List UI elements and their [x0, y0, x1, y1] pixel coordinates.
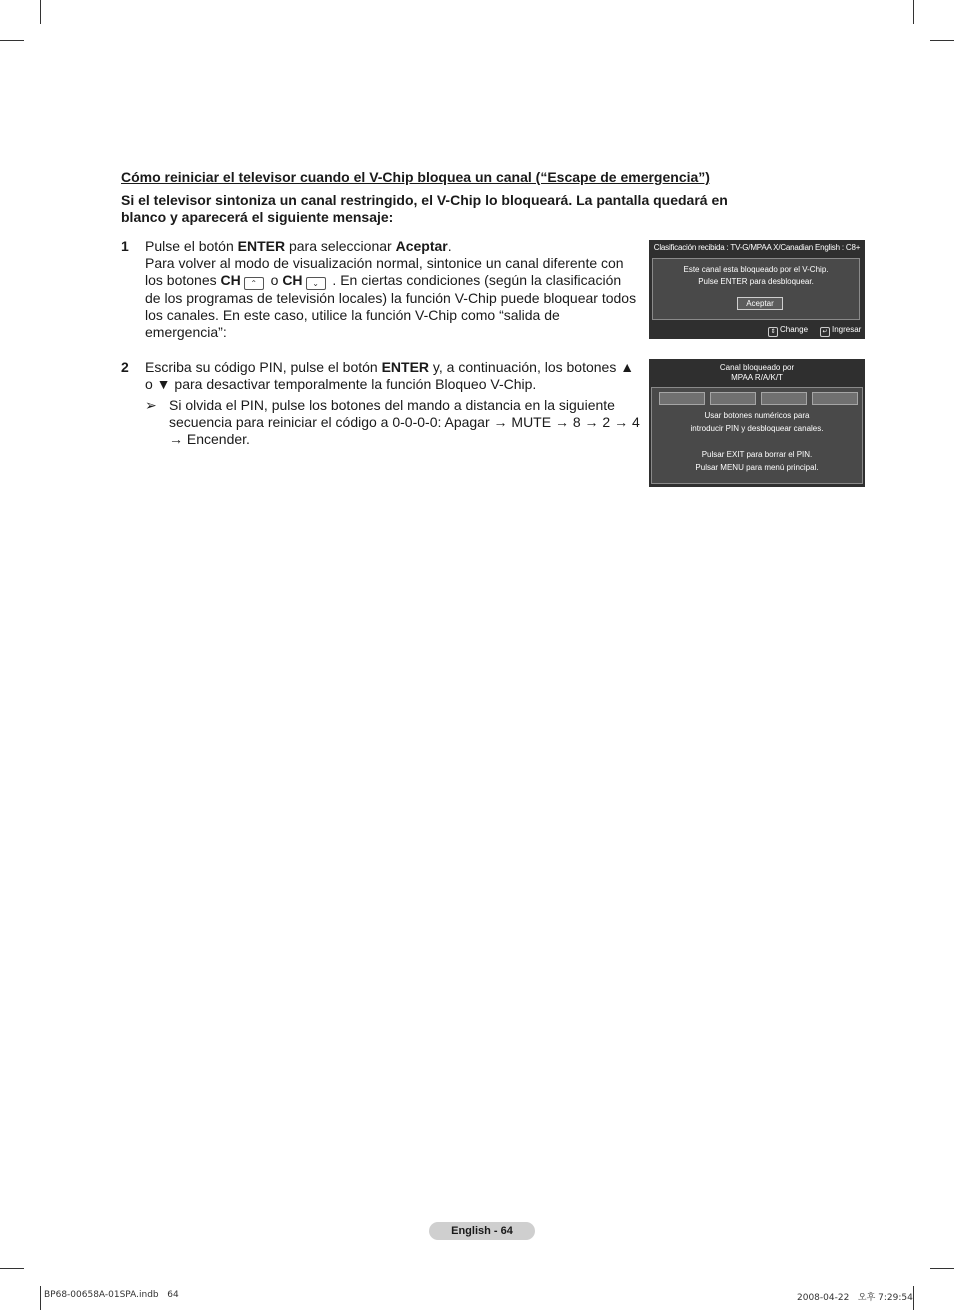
step-number-1: 1 [121, 238, 129, 254]
step-number-2: 2 [121, 359, 129, 375]
crop-mark [0, 1268, 24, 1269]
step-2-text: Escriba su código PIN, pulse el botón ENTER y, a continuación, los botones ▲ o ▼ para desactivar temporalmente la función Bloqueo V-Chip. [145, 359, 635, 392]
footer-timestamp: 2008-04-22 오후 7:29:54 [797, 1293, 913, 1303]
blocked-by-title: Canal bloqueado por MPAA R/A/K/T [719, 363, 795, 382]
ch-up-icon: ⌃ [244, 277, 264, 290]
crop-mark [40, 1286, 41, 1310]
footer-file-name: BP68-00658A-01SPA.indb 64 [44, 1290, 179, 1300]
unlock-instruction: Pulse ENTER para desbloquear. [698, 277, 814, 286]
crop-mark [913, 1286, 914, 1310]
pin-digit-field[interactable] [812, 392, 858, 405]
crop-mark [913, 0, 914, 24]
blocked-message: Este canal esta bloqueado por el V-Chip. [683, 265, 829, 274]
rating-received-text: Clasificación recibida : TV-G/MPAA X/Canadian English : C8+ [653, 243, 861, 252]
pin-instruction: Usar botones numéricos para [704, 411, 810, 420]
pin-digit-field[interactable] [710, 392, 756, 405]
ch-down-icon: ⌄ [306, 277, 326, 290]
section-heading: Cómo reiniciar el televisor cuando el V-Chip bloquea un canal (“Escape de emergencia”) [121, 169, 710, 185]
step-1-text: Pulse el botón ENTER para seleccionar Aceptar. Para volver al modo de visualización normal, sintonice un canal diferente con los botones CH ⌃ o CH ⌄ . En ciertas condiciones (según la clasificación de los programas de televisión locales) la función V-Chip puede bloquear todos los canales. En este caso, utilice la función V-Chip como “salida de emergencia”: [145, 238, 637, 340]
message-box [652, 258, 860, 320]
crop-mark [40, 0, 41, 24]
pin-digit-field[interactable] [659, 392, 705, 405]
accept-button[interactable]: Aceptar [737, 297, 783, 310]
pin-box [651, 387, 863, 484]
page-number-badge: English - 64 [429, 1222, 535, 1240]
crop-mark [930, 1268, 954, 1269]
pin-digit-field[interactable] [761, 392, 807, 405]
exit-instruction: Pulsar EXIT para borrar el PIN. [701, 450, 813, 459]
menu-instruction: Pulsar MENU para menú principal. [695, 463, 819, 472]
crop-mark [0, 40, 24, 41]
vchip-blocked-screen [649, 240, 865, 339]
note [145, 397, 640, 448]
up-down-icon: ⇕ [768, 327, 778, 337]
pin-instruction: introducir PIN y desbloquear canales. [690, 424, 824, 433]
note-arrow-icon: ➢ [145, 397, 157, 413]
pin-entry-screen [649, 359, 865, 487]
note-text: Si olvida el PIN, pulse los botones del mando a distancia en la siguiente secuencia para reiniciar el código a 0-0-0-0: Apagar → MUTE → 8 → 2 → 4 → Encender. [169, 397, 640, 447]
change-hint: ⇕ Change [768, 325, 808, 337]
enter-icon: ↵ [820, 327, 830, 337]
enter-hint: ↵ Ingresar [820, 325, 861, 337]
crop-mark [930, 40, 954, 41]
intro-paragraph: Si el televisor sintoniza un canal restringido, el V-Chip lo bloqueará. La pantalla quedará en blanco y aparecerá el siguiente mensaje: [121, 192, 728, 225]
